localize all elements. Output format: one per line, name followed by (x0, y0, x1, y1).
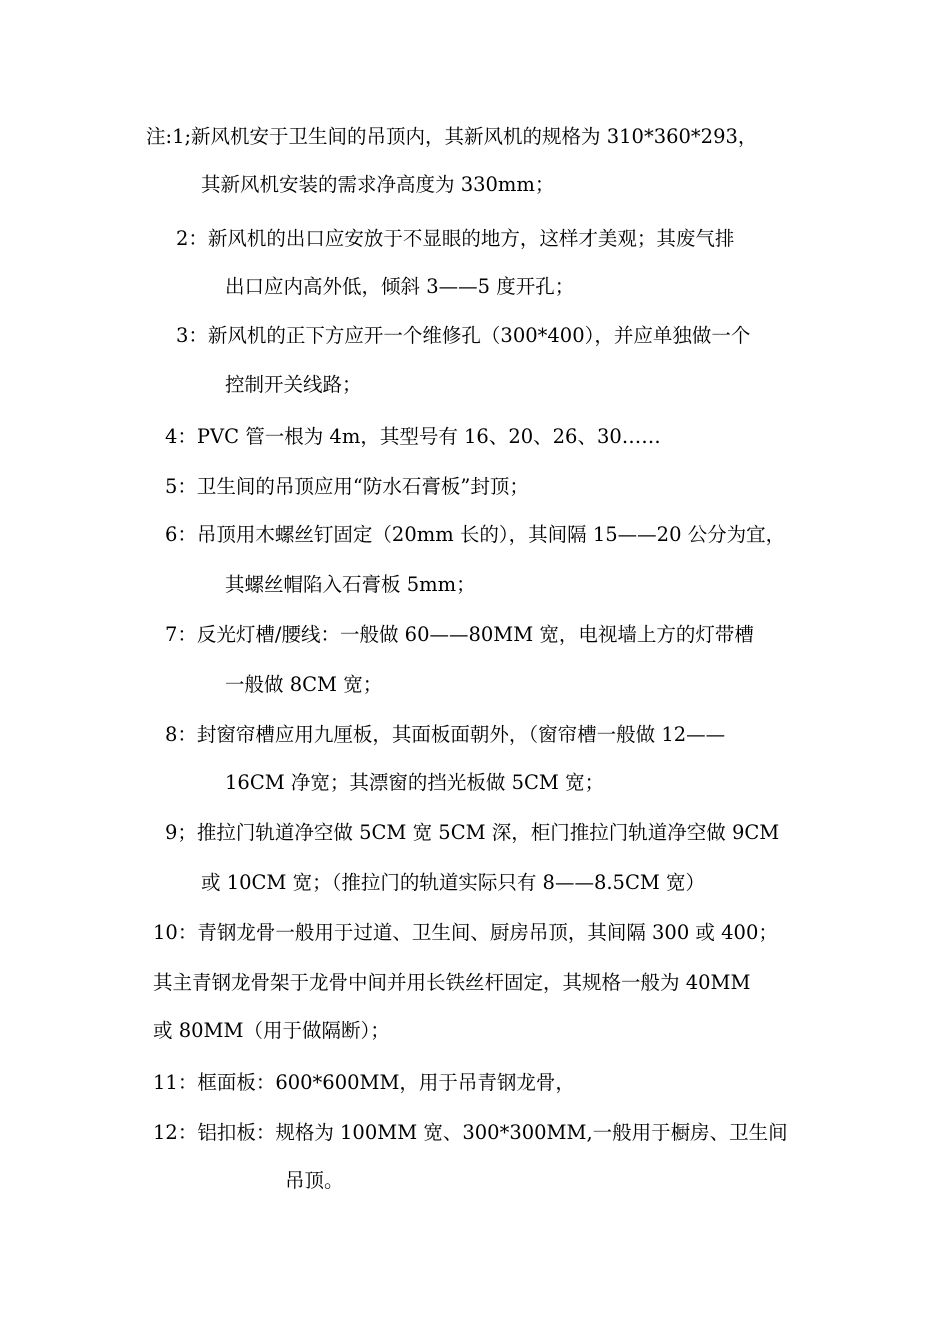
note-10-line-1: 10：青钢龙骨一般用于过道、卫生间、厨房吊顶，其间隔 300 或 400； (153, 921, 778, 944)
note-7-line-1: 7：反光灯槽/腰线：一般做 60——80MM 宽，电视墙上方的灯带槽 (165, 623, 754, 646)
note-2-line-1: 2：新风机的出口应安放于不显眼的地方，这样才美观；其废气排 (176, 227, 735, 250)
note-12-line-2: 吊顶。 (285, 1169, 344, 1192)
note-1-line-1: 注:1;新风机安于卫生间的吊顶内，其新风机的规格为 310*360*293， (146, 125, 758, 148)
note-6-line-2: 其螺丝帽陷入石膏板 5mm； (225, 573, 476, 596)
note-12-line-1: 12：铝扣板：规格为 100MM 宽、300*300MM,一般用于橱房、卫生间 (153, 1121, 788, 1144)
note-3-line-2: 控制开关线路； (225, 373, 362, 396)
note-11-line-1: 11：框面板：600*600MM，用于吊青钢龙骨， (153, 1071, 575, 1094)
note-6-line-1: 6：吊顶用木螺丝钉固定（20mm 长的），其间隔 15——20 公分为宜， (165, 523, 786, 546)
note-8-line-1: 8：封窗帘槽应用九厘板，其面板面朝外，（窗帘槽一般做 12—— (165, 723, 726, 746)
note-8-line-2: 16CM 净宽；其漂窗的挡光板做 5CM 宽； (225, 771, 605, 794)
note-2-line-2: 出口应内高外低，倾斜 3——5 度开孔； (225, 275, 575, 298)
note-5-line-1: 5：卫生间的吊顶应用“防水石膏板”封顶； (165, 475, 529, 498)
note-1-line-2: 其新风机安装的需求净高度为 330mm； (201, 173, 555, 196)
note-3-line-1: 3：新风机的正下方应开一个维修孔（300*400），并应单独做一个 (176, 324, 751, 347)
note-7-line-2: 一般做 8CM 宽； (225, 673, 383, 696)
note-9-line-2: 或 10CM 宽；（推拉门的轨道实际只有 8——8.5CM 宽） (201, 871, 706, 894)
note-10-line-3: 或 80MM（用于做隔断）； (153, 1019, 390, 1042)
note-4-line-1: 4：PVC 管一根为 4m，其型号有 16、20、26、30…… (165, 425, 661, 448)
note-9-line-1: 9；推拉门轨道净空做 5CM 宽 5CM 深，柜门推拉门轨道净空做 9CM (165, 821, 780, 844)
note-10-line-2: 其主青钢龙骨架于龙骨中间并用长铁丝杆固定，其规格一般为 40MM (153, 971, 751, 994)
